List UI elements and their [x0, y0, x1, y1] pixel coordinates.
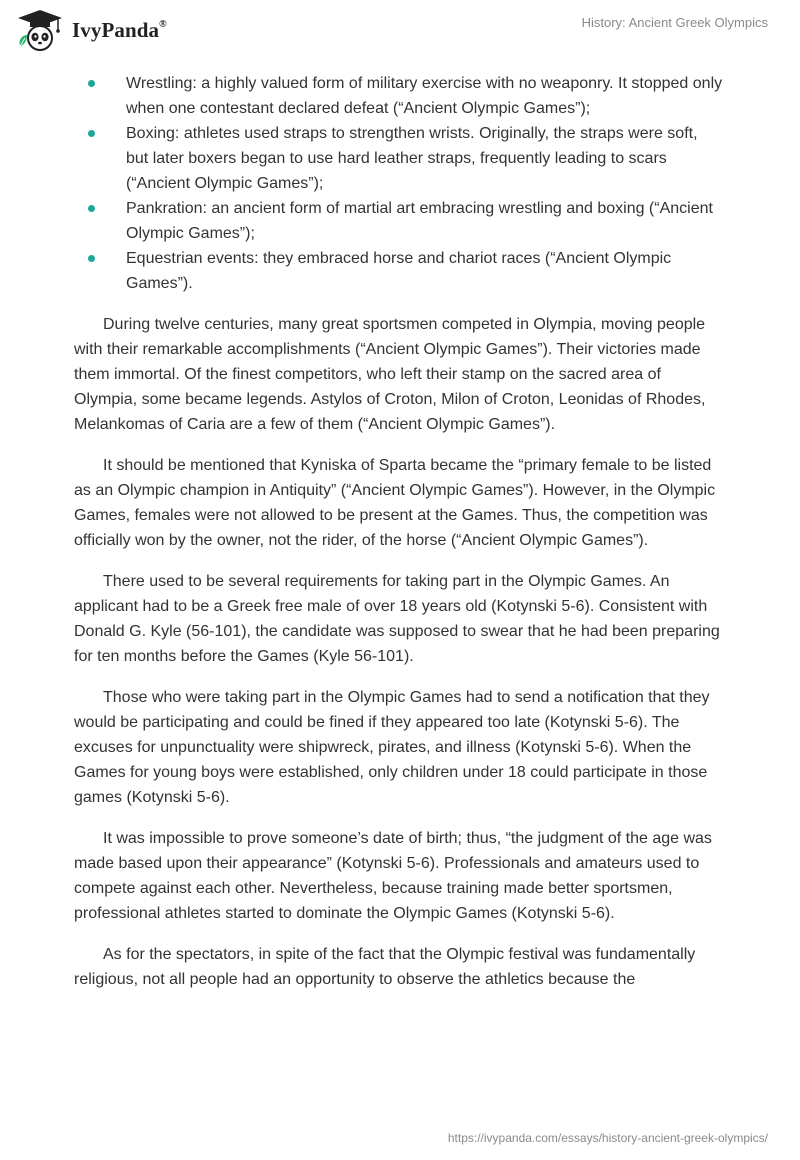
- paragraph: It was impossible to prove someone’s date of birth; thus, “the judgment of the age was made based upon their appearance” (Kotynski 5-6). Professionals and amateurs used to compete against each other. Nevertheless, because training made better sportsmen, professional athletes started to dominate the Olympic Games (Kotynski 5-6).: [74, 830, 712, 922]
- paragraph: Those who were taking part in the Olympic Games had to send a notification that they would be participating and could be fined if they appeared too late (Kotynski 5-6). The excuses for unpunctuality were shipwreck, pirates, and illness (Kotynski 5-6). When the Games for young boys were established, only children under 18 could participate in those games (Kotynski 5-6).: [74, 689, 710, 806]
- ivypanda-logo[interactable]: [14, 8, 167, 52]
- paragraph: It should be mentioned that Kyniska of Sparta became the “primary female to be listed as an Olympic champion in Antiquity” (“Ancient Olympic Games”). However, in the Olympic Games, females were not allowed to be present at the Games. Thus, the competition was officially won by the owner, not the rider, of the horse (“Ancient Olympic Games”).: [74, 457, 716, 549]
- panda-graduation-cap-icon: [14, 8, 66, 52]
- paragraph: During twelve centuries, many great sportsmen competed in Olympia, moving people with their remarkable accomplishments (“Ancient Olympic Games”). Their victories made them immortal. Of the finest competitors, who left their stamp on the sacred area of Olympia, some became legends. Astylos of Croton, Milon of Croton, Leonidas of Rhodes, Melankomas of Caria are a few of them (“Ancient Olympic Games”).: [74, 316, 706, 433]
- bullet-icon: [88, 80, 95, 87]
- list-item: Pankration: an ancient form of martial art embracing wrestling and boxing (“Ancient Olympic Games”);: [74, 196, 724, 246]
- list-item: Equestrian events: they embraced horse and chariot races (“Ancient Olympic Games”).: [74, 246, 724, 296]
- logo-wordmark: IvyPanda®: [72, 17, 167, 42]
- paragraph: There used to be several requirements for taking part in the Olympic Games. An applicant had to be a Greek free male of over 18 years old (Kotynski 5-6). Consistent with Donald G. Kyle (56-101), the candidate was supposed to swear that he had been preparing for ten months before the Games (Kyle 56-101).: [74, 573, 720, 665]
- bullet-icon: [88, 255, 95, 262]
- bullet-icon: [88, 205, 95, 212]
- bullet-icon: [88, 130, 95, 137]
- document-title: History: Ancient Greek Olympics: [581, 15, 768, 30]
- list-item: Wrestling: a highly valued form of military exercise with no weaponry. It stopped only when one contestant declared defeat (“Ancient Olympic Games”);: [74, 71, 724, 121]
- page-header: [0, 0, 800, 60]
- source-url[interactable]: https://ivypanda.com/essays/history-ancient-greek-olympics/: [447, 1131, 768, 1145]
- event-list: [74, 71, 724, 296]
- paragraph: As for the spectators, in spite of the fact that the Olympic festival was fundamentally religious, not all people had an opportunity to observe the athletics because the: [74, 946, 696, 988]
- essay-content: [74, 71, 724, 992]
- list-item: Boxing: athletes used straps to strengthen wrists. Originally, the straps were soft, but later boxers began to use hard leather straps, frequently leading to scars (“Ancient Olympic Games”);: [74, 121, 724, 196]
